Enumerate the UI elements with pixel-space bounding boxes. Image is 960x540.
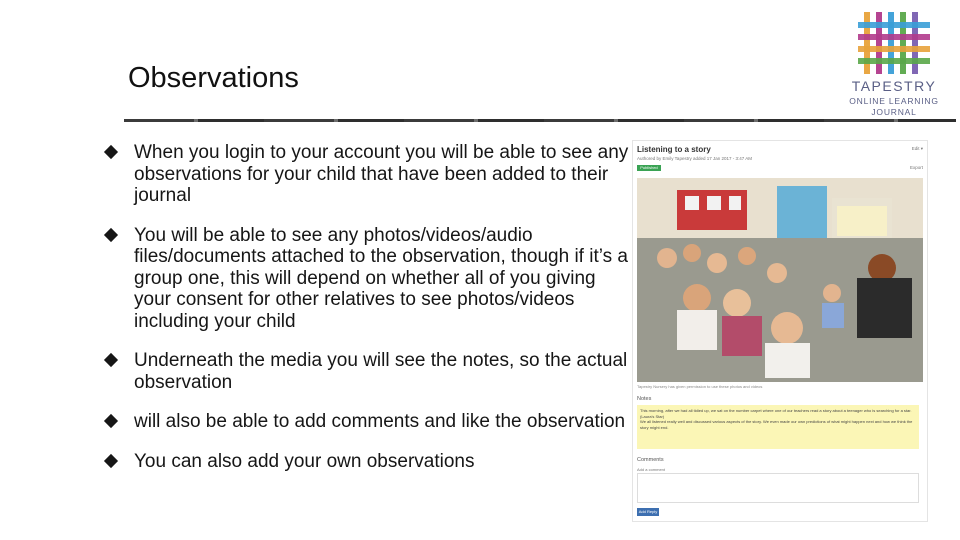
observation-title: Listening to a story [637, 145, 711, 154]
comment-input[interactable] [637, 473, 919, 503]
diamond-bullet-icon [104, 145, 118, 159]
post-comment-button[interactable]: Add Reply [638, 509, 658, 514]
logo-subtitle: ONLINE LEARNING [849, 96, 939, 106]
woven-ribbons-icon [858, 12, 930, 74]
bullet-item [104, 451, 629, 473]
title-divider [124, 119, 956, 122]
edit-button[interactable]: Edit ▾ [911, 146, 923, 151]
add-comment-label: Add a comment [637, 467, 666, 472]
bullet-text: You can also add your own observations [134, 450, 475, 472]
bullet-item [104, 350, 629, 393]
logo-subtitle-2: JOURNAL [871, 107, 917, 117]
bullet-item [104, 142, 629, 207]
observation-screenshot [632, 140, 928, 522]
note-paragraph: We all listened really well and discussed various aspects of the story. We even made our own predictions of what might happen next and how we think the story might end. [640, 419, 913, 430]
note-paragraph: This morning, after we had all tidied up, we sat on the number carpet where one of our teachers read a story about a teenager who is searching for a star. (Laura's Star) [640, 408, 912, 419]
classroom-photo-icon [637, 178, 923, 382]
observation-photo[interactable] [637, 178, 923, 382]
bullet-list [104, 142, 629, 490]
logo-wordmark: TAPESTRY [851, 78, 937, 94]
notes-heading: Notes [637, 396, 652, 402]
diamond-bullet-icon [104, 453, 118, 467]
observation-notes [637, 405, 919, 449]
bullet-text: When you login to your account you will be able to see any observations for your child that have been added to their journal [134, 142, 629, 206]
slide-title: Observations [128, 62, 299, 94]
bullet-text: Underneath the media you will see the notes, so the actual observation [134, 350, 628, 393]
bullet-text: You will be able to see any photos/videos/audio files/documents attached to the observation, though if it’s a group one, this will depend on whether all of you giving your consent for other relatives to see photos/videos including your child [134, 224, 628, 332]
status-badge: Published [637, 165, 661, 171]
export-button[interactable]: Export [909, 165, 923, 170]
comments-heading: Comments [637, 457, 664, 463]
bullet-text: will also be able to add comments and like the observation [134, 411, 626, 432]
tapestry-logo [846, 12, 942, 116]
media-caption: Tapestry Nursery has given permission to use these photos and videos [637, 384, 763, 389]
bullet-item [104, 411, 629, 433]
diamond-bullet-icon [104, 353, 118, 367]
diamond-bullet-icon [104, 227, 118, 241]
diamond-bullet-icon [104, 414, 118, 428]
bullet-item [104, 225, 629, 333]
observation-meta: Authored by Emily Tapestry added 17 Jan 2017 - 3:47 AM [637, 156, 752, 161]
